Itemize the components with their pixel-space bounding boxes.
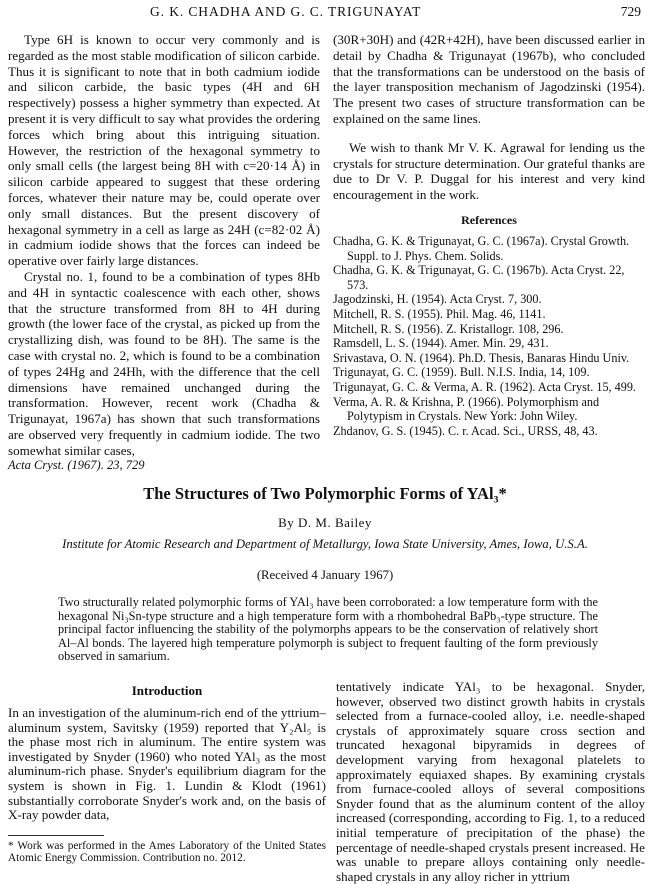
reference-item: Mitchell, R. S. (1955). Phil. Mag. 46, 1141. xyxy=(333,306,546,321)
body-paragraph: tentatively indicate YAl₃ to be hexagonal. Snyder, however, observed two distinct growth habits in crystals selected from a furnace-cooled alloy, i.e. needle-shaped crystals of approximately square cross section and truncated hexagonal bipyramids in degrees of development varying from hexagonal platelets to approximately equiaxed shapes. By examining crystals from furnace-cooled alloys of several compositions Snyder found that as the aluminum content of the alloy increased (corresponding, according to Fig. 1, to a reduced initial temperature of precipitation of the phase) the percentage of needle-shaped crystals present increased. He was unable to prepare alloys containing only needle-shaped crystals in any alloy richer in yttrium xyxy=(336,679,645,884)
abstract: Two structurally related polymorphic forms of YAl₃ have been corroborated: a low temperature form with the hexagonal Ni₃Sn-type structure and a high temperature form with a rhombohedral BaPb₃-type structure. The principal factor influencing the stability of the polymorphs appears to be the conservation of relatively short Al–Al bonds. The layered high temperature polymorph is subject to frequent faulting of the form previously observed in samarium. xyxy=(58,595,598,664)
reference-item: Verma, A. R. & Krishna, P. (1966). Polymorphism and Polytypism in Crystals. New York: John Wiley. xyxy=(333,394,600,424)
reference-item: Chadha, G. K. & Trigunayat, G. C. (1967b). Acta Cryst. 22, 573. xyxy=(333,263,625,292)
section-heading: Introduction xyxy=(131,683,203,698)
body-paragraph: Type 6H is known to occur very commonly and is regarded as the most stable modification of silicon carbide. Thus it is significant to note that in both cadmium iodide and silicon carbide, the basic types (4H and 6H respectively) possess a higher symmetry than expected. At present it is very difficult to say what provides the ordering forces which bring about this intriguing situation. However, the restriction of the hexagonal symmetry to only small cells (the largest being 8H with c=20·14 Å) in silicon carbide appeared to suggest that these ordering forces, whatever their nature may be, could operate over only small distances. But the present discovery of hexagonal symmetry in a cell as large as 24H (c=82·02 Å) in cadmium iodide shows that the forces can indeed be operative over fairly large distances. xyxy=(8,32,320,269)
prev-article-left-column xyxy=(8,32,320,459)
reference-item: Mitchell, R. S. (1956). Z. Kristallogr. 108, 296. xyxy=(333,321,564,336)
article-title: The Structures of Two Polymorphic Forms of YAl₃* xyxy=(143,484,507,503)
received-date: (Received 4 January 1967) xyxy=(256,568,394,582)
article-author: By D. M. Bailey xyxy=(278,515,372,530)
running-header xyxy=(0,4,650,22)
references-heading: References xyxy=(461,212,517,227)
intro-right-column xyxy=(336,680,645,884)
reference-item: Chadha, G. K. & Trigunayat, G. C. (1967a). Crystal Growth. Suppl. to J. Phys. Chem. Solids. xyxy=(333,233,630,263)
body-paragraph: Crystal no. 1, found to be a combination of types 8Hb and 4H in syntactic coalescence with each other, shows that the structure transformed from 8H to 4H during growth (the lower face of the crystal, as picked up from the crystallizing dish, was found to be 8H). The same is the case with crystal no. 2, which is found to be a combination of types 24Hg and 24Hh, with the difference that the cell dimensions have remained unchanged during the transformation. However, recent work (Chadha & Trigunayat, 1967a) has shown that such transformations are observed very frequently in cadmium iodide. The two somewhat similar cases, xyxy=(8,268,320,458)
reference-item: Jagodzinski, H. (1954). Acta Cryst. 7, 300. xyxy=(333,292,542,307)
body-paragraph: (30R+30H) and (42R+42H), have been discussed earlier in detail by Chadha & Trigunayat (1967b), who concluded that the transformations can be understood on the basis of the layer transposition mechanism of Jagodzinski (1954). The present two cases of structure transformation can be explained on the same lines. xyxy=(333,32,645,126)
footnote: * Work was performed in the Ames Laboratory of the United States Atomic Energy Commission. Contribution no. 2012. xyxy=(8,839,326,865)
intro-left-column xyxy=(8,683,326,864)
journal-citation: Acta Cryst. (1967). 23, 729 xyxy=(8,458,145,472)
reference-item: Ramsdell, L. S. (1944). Amer. Min. 29, 431. xyxy=(333,336,549,351)
page-number: 729 xyxy=(620,4,641,19)
acknowledgement: We wish to thank Mr V. K. Agrawal for lending us the crystals for structure determination. Our grateful thanks are due to Dr V. P. Duggal for his interest and very kind encouragement in the work. xyxy=(333,139,645,203)
prev-article-right-column xyxy=(333,32,645,438)
author-institution: Institute for Atomic Research and Department of Metallurgy, Iowa State University, Ames, Iowa, U.S.A. xyxy=(62,537,588,551)
reference-list xyxy=(333,234,645,438)
reference-item: Zhdanov, G. S. (1945). C. r. Acad. Sci., URSS, 48, 43. xyxy=(333,423,598,438)
reference-item: Trigunayat, G. C. & Verma, A. R. (1962). Acta Cryst. 15, 499. xyxy=(333,379,636,394)
footnote-rule xyxy=(8,835,104,836)
body-paragraph: In an investigation of the aluminum-rich end of the yttrium–aluminum system, Savitsky (1959) reported that Y₂Al₅ is the phase most rich in aluminum. The entire system was investigated by Snyder (1960) who noted YAl₃ as the most aluminum-rich phase. Snyder's equilibrium diagram for the system is shown in Fig. 1. Lundin & Klodt (1961) substantially corroborate Snyder's work and, on the basis of X-ray powder data, xyxy=(8,705,326,823)
reference-item: Srivastava, O. N. (1964). Ph.D. Thesis, Banaras Hindu Univ. xyxy=(333,350,630,365)
reference-item: Trigunayat, G. C. (1959). Bull. N.I.S. India, 14, 109. xyxy=(333,365,590,380)
running-title: G. K. CHADHA AND G. C. TRIGUNAYAT xyxy=(150,4,422,19)
